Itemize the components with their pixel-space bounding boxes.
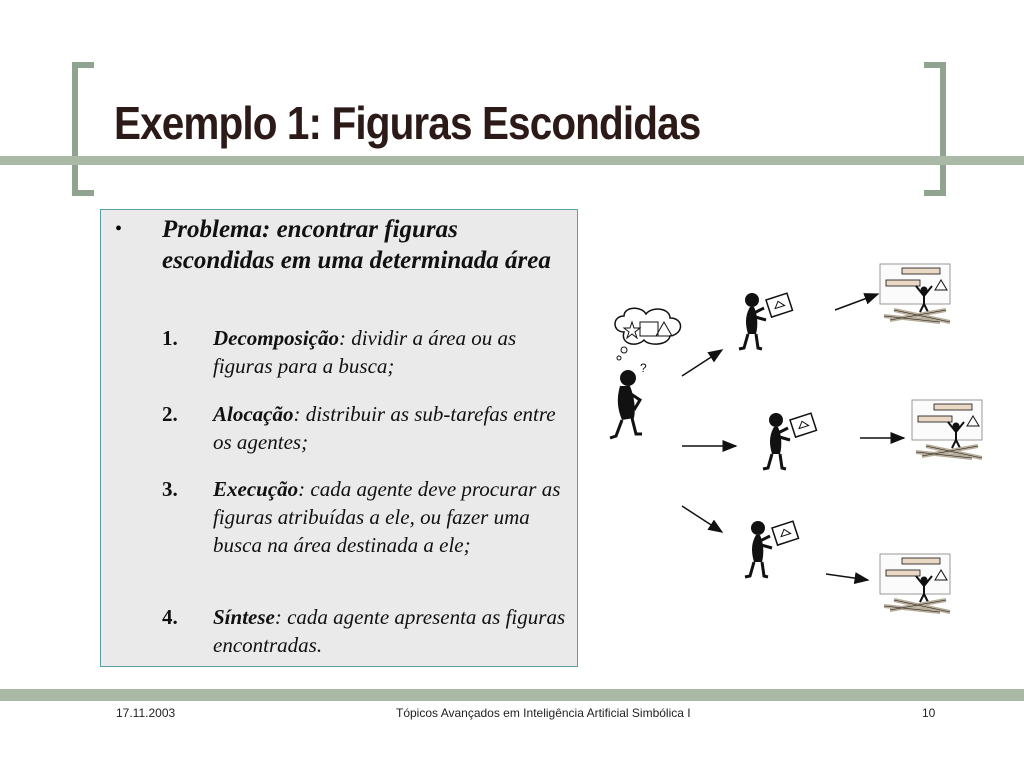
step-number: 4. <box>162 605 178 629</box>
step-term: Alocação <box>213 402 294 426</box>
person-at-board-icon <box>880 554 950 612</box>
problem-statement: Problema: encontrar figuras escondidas em uma determinada área <box>162 216 551 274</box>
title-bracket-left <box>72 62 94 196</box>
footer-page-number: 10 <box>922 706 936 720</box>
footer-date: 17.11.2003 <box>116 706 176 720</box>
footer-course: Tópicos Avançados em Inteligência Artificial Simbólica I <box>396 706 691 720</box>
step-description: : distribuir as sub-tarefas entre os agentes; <box>213 402 556 454</box>
step-number: 3. <box>162 477 178 501</box>
step-item <box>213 603 569 659</box>
step-item <box>213 475 569 559</box>
step-number: 2. <box>162 402 178 426</box>
title-bracket-right <box>924 62 946 196</box>
step-item <box>213 400 569 456</box>
arrow-icon <box>682 506 722 532</box>
step-term: Execução <box>213 477 299 501</box>
person-at-board-icon <box>880 264 950 322</box>
thinking-person-icon <box>610 308 681 438</box>
step-description: : cada agente deve procurar as figuras atribuídas a ele, ou fazer uma busca na área destinada a ele; <box>213 477 561 557</box>
person-at-board-icon <box>912 400 982 458</box>
svg-text:?: ? <box>640 361 647 375</box>
step-term: Decomposição <box>213 326 339 350</box>
arrow-icon <box>835 294 878 310</box>
step-description: : dividir a área ou as figuras para a busca; <box>213 326 517 378</box>
step-item <box>213 324 569 380</box>
bullet-icon: • <box>115 218 123 240</box>
agent-with-map-icon <box>739 293 792 349</box>
agent-with-map-icon <box>745 521 798 577</box>
arrow-icon <box>826 574 868 580</box>
arrow-icon <box>682 350 722 376</box>
agent-with-map-icon <box>763 413 816 469</box>
step-term: Síntese <box>213 605 275 629</box>
step-number: 1. <box>162 326 178 350</box>
title-divider-bar <box>0 156 1024 165</box>
step-description: : cada agente apresenta as figuras encontradas. <box>213 605 566 657</box>
footer-divider-bar <box>0 689 1024 701</box>
illustration <box>590 250 1010 650</box>
slide-title: Exemplo 1: Figuras Escondidas <box>114 97 701 149</box>
